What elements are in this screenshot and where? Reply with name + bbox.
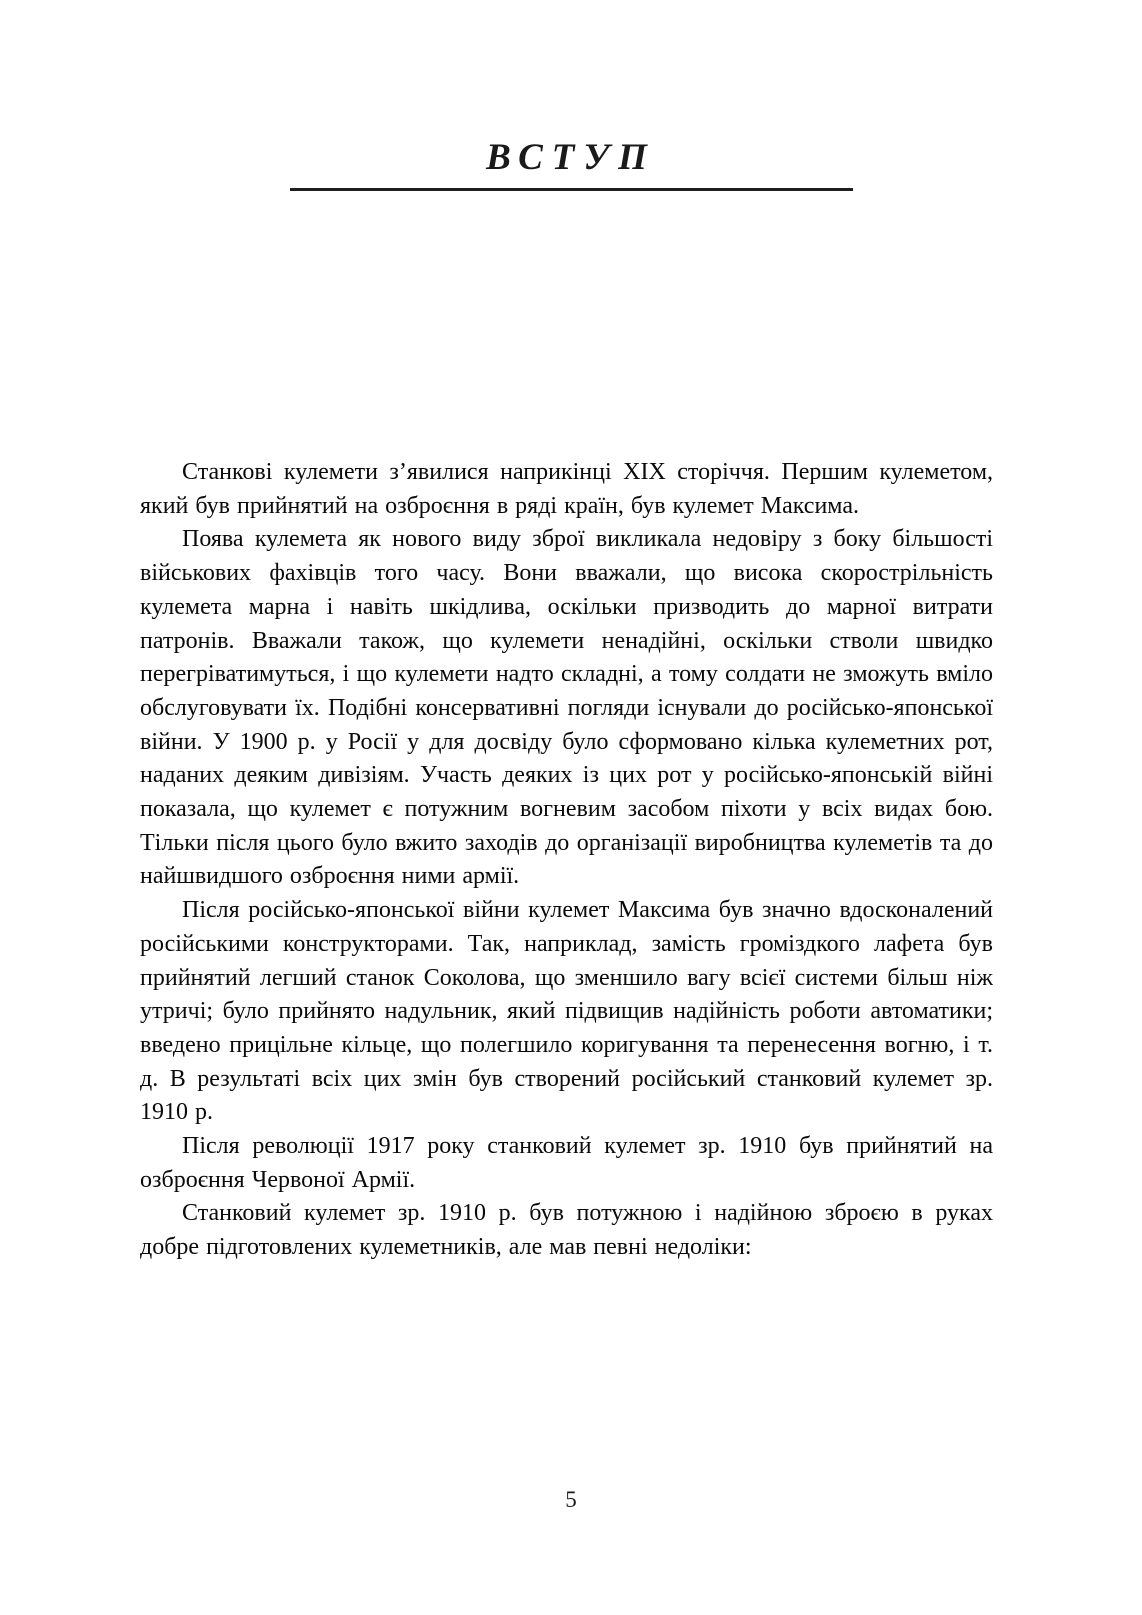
page-title: ВСТУП xyxy=(486,137,656,178)
title-underline xyxy=(290,188,853,191)
paragraph-3: Після російсько-японської війни кулемет Максима був значно вдосконалений російськими конструкторами. Так, наприклад, замість громіздкого лафета був прийнятий легший станок Соколова, що зменшило вагу всієї системи більш ніж утричі; було прийнято надульник, який підвищив надійність роботи автоматики; введено прицільне кільце, що полегшило коригування та перенесення вогню, і т. д. В результаті всіх цих змін був створений російський станковий кулемет зр. 1910 р. xyxy=(140,897,993,1126)
body-text xyxy=(140,456,993,1265)
page-number: 5 xyxy=(565,1487,577,1512)
paragraph-4: Після революції 1917 року станковий кулемет зр. 1910 був прийнятий на озброєння Червоної Армії. xyxy=(140,1133,993,1193)
paragraph-2: Поява кулемета як нового виду зброї викликала недовіру з боку більшості військових фахівців того часу. Вони вважали, що висока скорострільність кулемета марна і навіть шкідлива, оскільки призводить до марної витрати патронів. Вважали також, що кулемети ненадійні, оскільки стволи швидко перегріватимуться, і що кулемети надто складні, а тому солдати не зможуть вміло обслуговувати їх. Подібні консервативні погляди існували до російсько-японської війни. У 1900 р. у Росії у для досвіду було сформовано кілька кулеметних рот, наданих деяким дивізіям. Участь деяких із цих рот у російсько-японській війні показала, що кулемет є потужним вогневим засобом піхоти у всіх видах бою. Тільки після цього було вжито заходів до організації виробництва кулеметів та до найшвидшого озброєння ними армії. xyxy=(140,526,993,890)
paragraph-5: Станковий кулемет зр. 1910 р. був потужною і надійною зброєю в руках добре підготовлених кулеметників, але мав певні недоліки: xyxy=(140,1200,993,1261)
chapter-heading xyxy=(0,136,1142,191)
paragraph-1: Станкові кулемети з’явилися наприкінці XIX сторіччя. Першим кулеметом, який був прийнятий на озброєння в ряді країн, був кулемет Максима. xyxy=(140,459,993,519)
